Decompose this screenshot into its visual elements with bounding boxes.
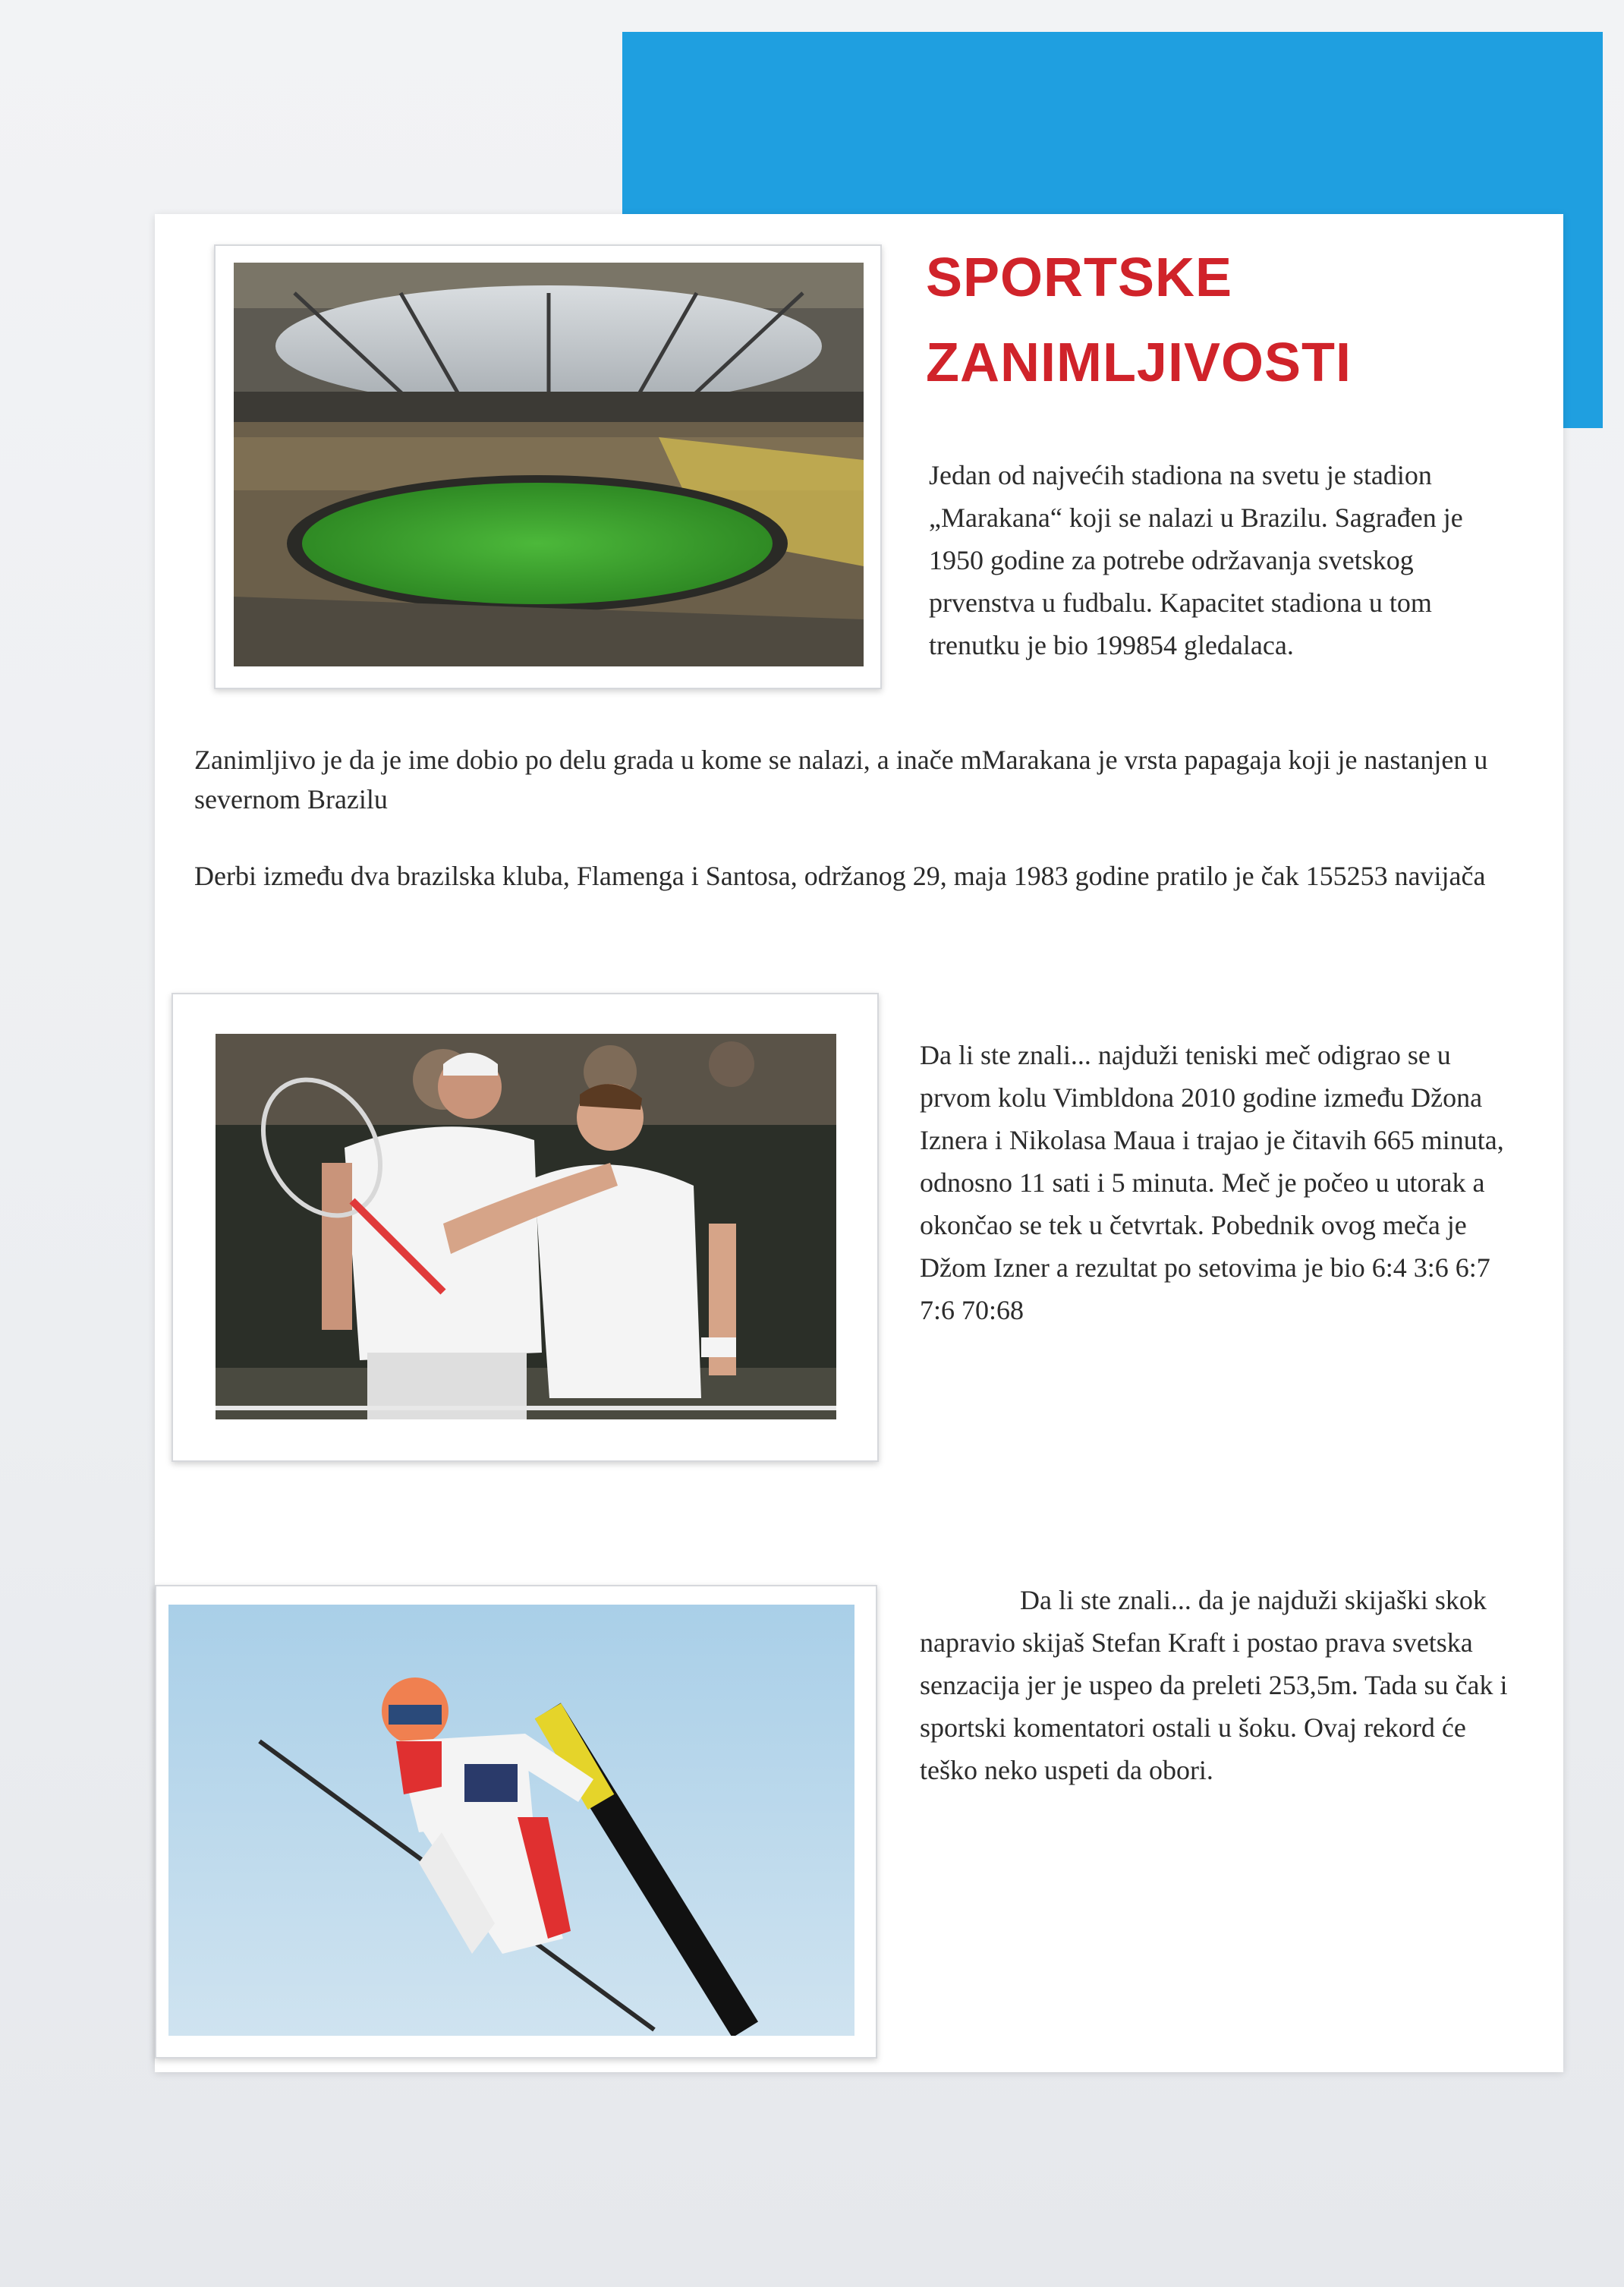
stadium-para-3: Derbi između dva brazilska kluba, Flamenga i Santosa, održanog 29, maja 1983 godine pratilo je čak 155253 navijača xyxy=(194,861,1486,891)
ski-jumper-photo xyxy=(168,1605,854,2036)
stadium-photo-card xyxy=(214,244,882,689)
title-line-1: SPORTSKE xyxy=(926,247,1233,308)
ski-text: Da li ste znali... da je najduži skijaški skok napravio skijaš Stefan Kraft i postao prava svetska senzacija jer je uspeo da preleti 253,5m. Tada su čak i sportski komentatori ostali u šoku. Ovaj rekord će teško neko uspeti da obori. xyxy=(920,1585,1508,1785)
title-line-2: ZANIMLJIVOSTI xyxy=(926,332,1352,393)
stadium-photo xyxy=(234,263,864,666)
page-title xyxy=(926,235,1412,405)
tennis-text: Da li ste znali... najduži teniski meč odigrao se u prvom kolu Vimbldona 2010 godine između Džona Iznera i Nikolasa Maua i trajao je čitavih 665 minuta, odnosno 11 sati i 5 minuta. Meč je počeo u utorak a okončao se tek u četvrtak. Pobednik ovog meča je Džom Izner a rezultat po setovima je bio 6:4 3:6 6:7 7:6 70:68 xyxy=(920,1040,1504,1325)
stadium-para-2: Zanimljivo je da je ime dobio po delu grada u kome se nalazi, a inače mMarakana je vrsta papagaja koji je nastanjen u severnom Brazilu xyxy=(194,745,1488,814)
tennis-photo-card xyxy=(172,993,879,1462)
stadium-text: Jedan od najvećih stadiona na svetu je stadion „Marakana“ koji se nalazi u Brazilu. Sagrađen je 1950 godine za potrebe održavanja svetskog prvenstva u fudbalu. Kapacitet stadiona u tom trenutku je bio 199854 gledalaca. xyxy=(929,460,1463,660)
ski-photo-card xyxy=(155,1585,877,2059)
tennis-players-photo xyxy=(216,1034,836,1419)
